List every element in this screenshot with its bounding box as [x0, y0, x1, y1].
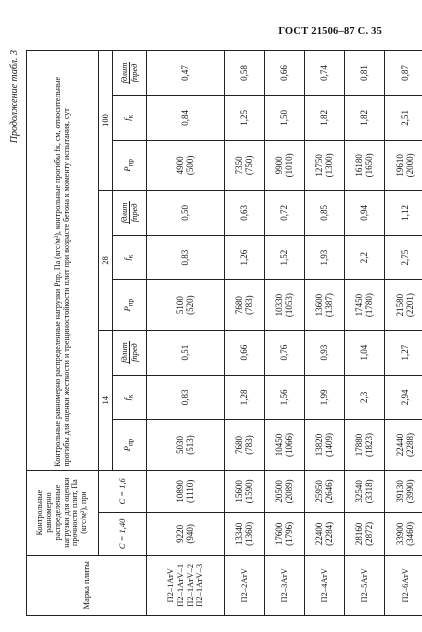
table-rotation-wrapper — [9, 48, 415, 616]
cell-r14: 0,93 — [305, 330, 345, 375]
cell-r28: 0,85 — [305, 191, 345, 236]
cell-r100: 0,47 — [147, 51, 225, 96]
header-control-loads: Контрольные равномерно распределенные нагрузки для оценки прочности плит, Па (кгс/м²), при — [27, 470, 99, 555]
cell-c16: 25950 (2646) — [305, 470, 345, 513]
cell-r28: 0,94 — [345, 191, 385, 236]
cell-c140: 17600 (1796) — [265, 513, 305, 556]
cell-f28: 0,83 — [147, 235, 225, 280]
cell-f14: 1,28 — [225, 375, 265, 420]
cell-p28: 7680 (783) — [225, 280, 265, 330]
cell-marka: П2–5АтV — [345, 555, 385, 615]
cell-f28: 1,26 — [225, 235, 265, 280]
cell-r14: 0,76 — [265, 330, 305, 375]
cell-f100: 1,82 — [305, 95, 345, 140]
cell-r100: 0,66 — [265, 51, 305, 96]
header-c140: C = 1,40 — [99, 513, 147, 556]
cell-c16: 20500 (2089) — [265, 470, 305, 513]
cell-f28: 1,93 — [305, 235, 345, 280]
cell-p28: 17450 (1780) — [345, 280, 385, 330]
cell-marka: П2–4АтV — [305, 555, 345, 615]
cell-f100: 0,84 — [147, 95, 225, 140]
header-f-100: $f_к$ — [113, 95, 147, 140]
cell-r28: 0,63 — [225, 191, 265, 236]
header-main: Контрольные равномерно распределенные нагрузки Pпр, Па (кгс/м²), контрольные прогибы fк, см, относительные прогибы для оценки жесткости и трещиностойкости плит при возрасте бетона к моменту испытания, сут — [27, 51, 99, 471]
cell-p14: 22440 (2288) — [385, 420, 422, 470]
cell-f100: 1,82 — [345, 95, 385, 140]
header-p-100: $P_{пр}$ — [113, 140, 147, 190]
cell-p28: 21580 (2201) — [385, 280, 422, 330]
header-age-28: 28 — [99, 191, 113, 331]
header-age-100: 100 — [99, 51, 113, 191]
cell-r100: 0,81 — [345, 51, 385, 96]
cell-c140: 9220 (940) — [147, 513, 225, 556]
cell-p14: 7680 (783) — [225, 420, 265, 470]
cell-r28: 0,50 — [147, 191, 225, 236]
cell-r14: 0,51 — [147, 330, 225, 375]
cell-p28: 10330 (1053) — [265, 280, 305, 330]
cell-f100: 1,25 — [225, 95, 265, 140]
header-ratio-28: fдлит fпред — [113, 191, 147, 236]
cell-c16: 39130 (3990) — [385, 470, 422, 513]
table-row — [225, 51, 265, 616]
cell-f14: 1,99 — [305, 375, 345, 420]
table-row — [385, 51, 422, 616]
table-row — [147, 51, 225, 616]
cell-c16: 10890 (1110) — [147, 470, 225, 513]
header-f-28: $f_к$ — [113, 235, 147, 280]
cell-marka: П2–2АтV — [225, 555, 265, 615]
rotated-table-area — [9, 48, 415, 616]
cell-f100: 1,50 — [265, 95, 305, 140]
cell-r14: 1,04 — [345, 330, 385, 375]
cell-r100: 0,74 — [305, 51, 345, 96]
cell-f14: 2,3 — [345, 375, 385, 420]
header-p-28: $P_{пр}$ — [113, 280, 147, 330]
cell-f28: 2,2 — [345, 235, 385, 280]
cell-f14: 1,56 — [265, 375, 305, 420]
cell-marka: П2–1АтV П2–1АтV–1 П2–1АтV–2 П2–1АтV–3 — [147, 555, 225, 615]
header-c16: C = 1,6 — [99, 470, 147, 513]
cell-f28: 1,52 — [265, 235, 305, 280]
cell-c140: 13340 (1360) — [225, 513, 265, 556]
cell-c16: 15600 (1590) — [225, 470, 265, 513]
cell-r28: 1,12 — [385, 191, 422, 236]
cell-r14: 0,66 — [225, 330, 265, 375]
cell-r100: 0,87 — [385, 51, 422, 96]
load-table — [26, 50, 422, 616]
cell-f100: 2,51 — [385, 95, 422, 140]
page-header: ГОСТ 21506–87 С. 35 — [278, 26, 382, 37]
header-f-14: $f_к$ — [113, 375, 147, 420]
cell-p100: 12750 (1300) — [305, 140, 345, 190]
table-row — [305, 51, 345, 616]
cell-r28: 0,72 — [265, 191, 305, 236]
cell-f28: 2,75 — [385, 235, 422, 280]
header-ratio-14: fдлит fпред — [113, 330, 147, 375]
cell-p28: 13600 (1387) — [305, 280, 345, 330]
cell-p14: 17880 (1823) — [345, 420, 385, 470]
cell-p100: 9900 (1010) — [265, 140, 305, 190]
cell-p100: 7350 (750) — [225, 140, 265, 190]
cell-p14: 10450 (1066) — [265, 420, 305, 470]
cell-r100: 0,58 — [225, 51, 265, 96]
header-ratio-100: fдлит fпред — [113, 51, 147, 96]
cell-c16: 32540 (3318) — [345, 470, 385, 513]
cell-p28: 5100 (520) — [147, 280, 225, 330]
cell-p100: 4900 (500) — [147, 140, 225, 190]
table-continuation-label: Продолжение табл. 3 — [9, 50, 20, 144]
cell-c140: 22400 (2284) — [305, 513, 345, 556]
cell-p100: 16180 (1650) — [345, 140, 385, 190]
header-age-14: 14 — [99, 330, 113, 470]
cell-p14: 13820 (1409) — [305, 420, 345, 470]
cell-marka: П2–6АтV — [385, 555, 422, 615]
cell-p14: 5030 (513) — [147, 420, 225, 470]
table-row — [265, 51, 305, 616]
header-p-14: $P_{пр}$ — [113, 420, 147, 470]
cell-c140: 33900 (3460) — [385, 513, 422, 556]
cell-c140: 28160 (2872) — [345, 513, 385, 556]
cell-f14: 0,83 — [147, 375, 225, 420]
header-marka: Марка плиты — [27, 555, 147, 615]
cell-f14: 2,94 — [385, 375, 422, 420]
cell-marka: П2–3АтV — [265, 555, 305, 615]
table-row — [345, 51, 385, 616]
cell-r14: 1,27 — [385, 330, 422, 375]
cell-p100: 19610 (2000) — [385, 140, 422, 190]
